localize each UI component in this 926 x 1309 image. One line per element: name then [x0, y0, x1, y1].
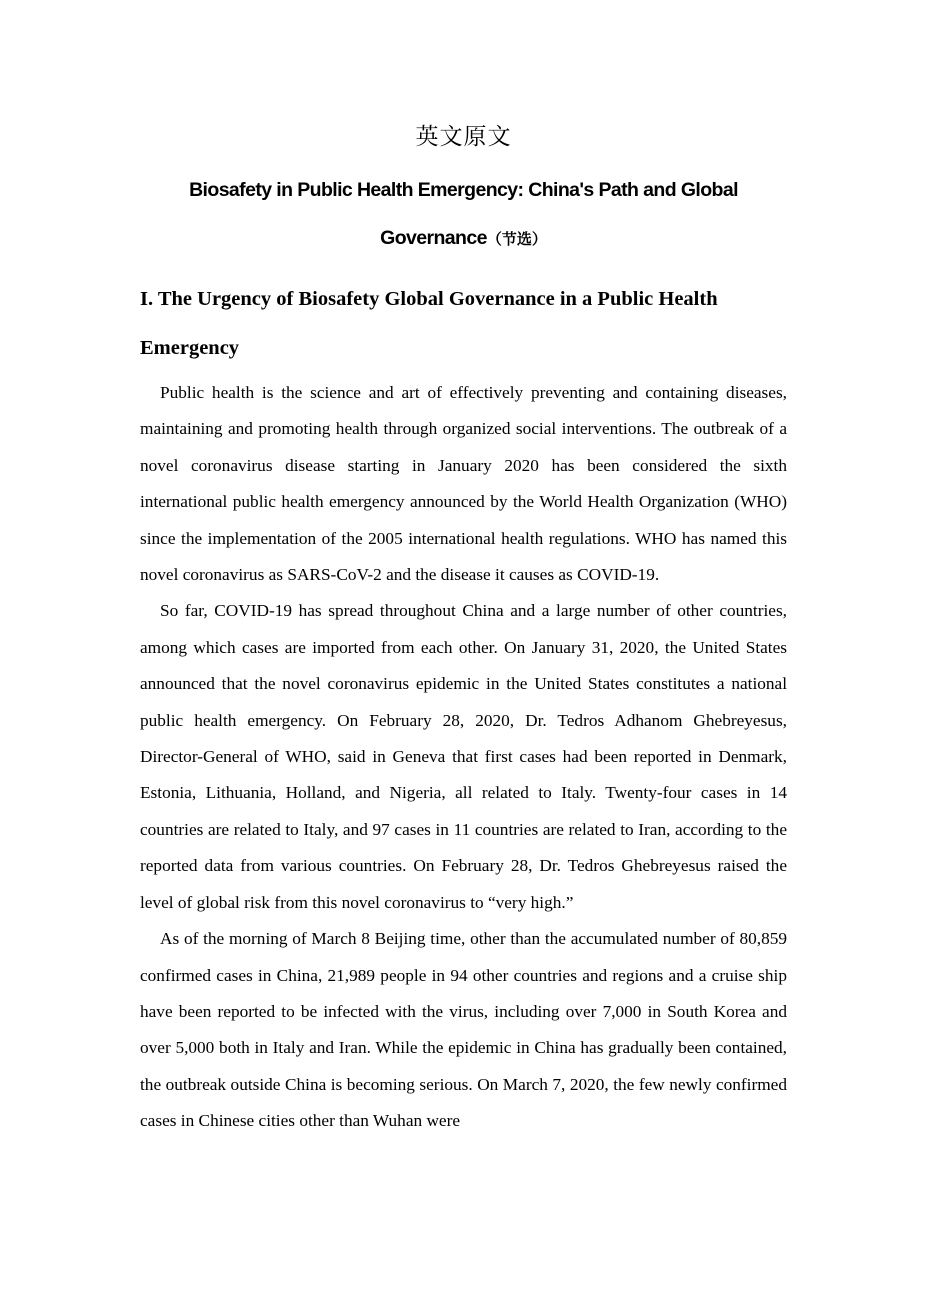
title-text: Biosafety in Public Health Emergency: China's Path and Global Governance — [189, 179, 738, 249]
document-page — [140, 118, 787, 1140]
paragraph: Public health is the science and art of effectively preventing and containing diseases, maintaining and promoting health through organized social interventions. The outbreak of a novel coronavirus disease starting in January 2020 has been considered the sixth international public health emergency announced by the World Health Organization (WHO) since the implementation of the 2005 international health regulations. WHO has named this novel coronavirus as SARS-CoV-2 and the disease it causes as COVID-19. — [140, 383, 787, 585]
chinese-title: 英文原文 — [415, 124, 512, 150]
paragraph: As of the morning of March 8 Beijing time, other than the accumulated number of 80,859 confirmed cases in China, 21,989 people in 94 other countries and regions and a cruise ship have been reported to be infected with the virus, including over 7,000 in South Korea and over 5,000 both in Italy and Iran. While the epidemic in China has gradually been contained, the outbreak outside China is becoming serious. On March 7, 2020, the few newly confirmed cases in Chinese cities other than Wuhan were — [140, 929, 787, 1131]
section-heading: I. The Urgency of Biosafety Global Governance in a Public Health Emergency — [140, 288, 718, 359]
paragraph: So far, COVID-19 has spread throughout China and a large number of other countries, among which cases are imported from each other. On January 31, 2020, the United States announced that the novel coronavirus epidemic in the United States constitutes a national public health emergency. On February 28, 2020, Dr. Tedros Adhanom Ghebreyesus, Director-General of WHO, said in Geneva that first cases had been reported in Denmark, Estonia, Lithuania, Holland, and Nigeria, all related to Italy. Twenty-four cases in 14 countries are related to Italy, and 97 cases in 11 countries are related to Iran, according to the reported data from various countries. On February 28, Dr. Tedros Ghebreyesus raised the level of global risk from this novel coronavirus to “very high.” — [140, 601, 787, 912]
english-title — [140, 166, 787, 263]
title-suffix: （节选） — [486, 230, 547, 248]
